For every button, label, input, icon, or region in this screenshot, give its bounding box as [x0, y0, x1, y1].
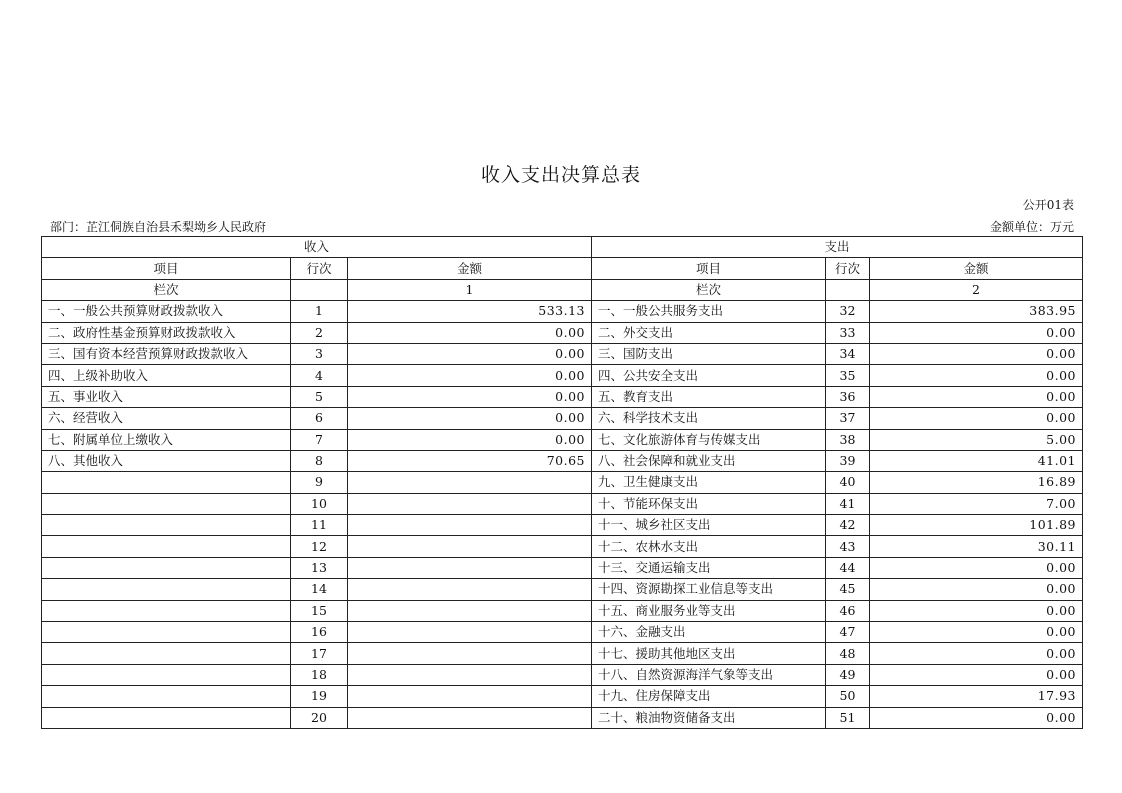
- income-rowno-cell: 8: [291, 450, 348, 471]
- income-amount-cell: 70.65: [348, 450, 592, 471]
- income-rowno-header: 行次: [291, 258, 348, 279]
- table-row: [42, 600, 1083, 621]
- income-amount-cell: 0.00: [348, 429, 592, 450]
- expense-rowno-cell: 40: [826, 472, 870, 493]
- expense-amount-cell: 16.89: [870, 472, 1083, 493]
- income-rowno-cell: 16: [291, 622, 348, 643]
- expense-amount-cell: 0.00: [870, 557, 1083, 578]
- income-item-cell: 四、上级补助收入: [42, 365, 291, 386]
- expense-rowno-cell: 38: [826, 429, 870, 450]
- table-row: [42, 408, 1083, 429]
- expense-amount-cell: 0.00: [870, 343, 1083, 364]
- expense-amount-cell: 0.00: [870, 664, 1083, 685]
- expense-item-cell: 六、科学技术支出: [592, 408, 826, 429]
- expense-amount-cell: 0.00: [870, 600, 1083, 621]
- income-amount-header: 金额: [348, 258, 592, 279]
- income-rowno-cell: 6: [291, 408, 348, 429]
- expense-item-cell: 十一、城乡社区支出: [592, 515, 826, 536]
- expense-amount-cell: 30.11: [870, 536, 1083, 557]
- income-amount-cell: [348, 536, 592, 557]
- income-rowno-cell: 12: [291, 536, 348, 557]
- income-amount-cell: 0.00: [348, 343, 592, 364]
- expense-item-cell: 十、节能环保支出: [592, 493, 826, 514]
- table-row: [42, 493, 1083, 514]
- table-row: [42, 707, 1083, 728]
- table-row: [42, 643, 1083, 664]
- expense-rowno-cell: 43: [826, 536, 870, 557]
- expense-item-cell: 十五、商业服务业等支出: [592, 600, 826, 621]
- income-item-cell: [42, 600, 291, 621]
- expense-item-cell: 十四、资源勘探工业信息等支出: [592, 579, 826, 600]
- table-row: [42, 536, 1083, 557]
- department-label: 部门：芷江侗族自治县禾梨坳乡人民政府: [50, 220, 267, 234]
- expense-rowno-cell: 46: [826, 600, 870, 621]
- expense-item-header: 项目: [592, 258, 826, 279]
- expense-amount-cell: 0.00: [870, 643, 1083, 664]
- income-column-label: 栏次: [42, 279, 291, 300]
- income-rowno-cell: 15: [291, 600, 348, 621]
- income-amount-cell: [348, 707, 592, 728]
- expense-item-cell: 十三、交通运输支出: [592, 557, 826, 578]
- table-row: [42, 664, 1083, 685]
- income-item-cell: 三、国有资本经营预算财政拨款收入: [42, 343, 291, 364]
- expense-item-cell: 五、教育支出: [592, 386, 826, 407]
- expense-section-header: 支出: [592, 237, 1083, 258]
- income-expense-table: [41, 236, 1083, 729]
- table-row: [42, 429, 1083, 450]
- income-amount-cell: [348, 493, 592, 514]
- income-amount-cell: [348, 472, 592, 493]
- income-item-cell: [42, 579, 291, 600]
- table-row: [42, 515, 1083, 536]
- table-row: [42, 579, 1083, 600]
- header-row-columns: [42, 258, 1083, 279]
- income-amount-cell: [348, 579, 592, 600]
- page-title: 收入支出决算总表: [480, 164, 641, 186]
- expense-column-blank: [826, 279, 870, 300]
- income-amount-cell: 0.00: [348, 322, 592, 343]
- expense-amount-cell: 0.00: [870, 408, 1083, 429]
- income-rowno-cell: 11: [291, 515, 348, 536]
- expense-amount-cell: 5.00: [870, 429, 1083, 450]
- amount-unit-label: 金额单位：万元: [989, 220, 1074, 234]
- expense-rowno-cell: 34: [826, 343, 870, 364]
- income-item-cell: [42, 472, 291, 493]
- expense-column-label: 栏次: [592, 279, 826, 300]
- expense-item-cell: 十八、自然资源海洋气象等支出: [592, 664, 826, 685]
- income-amount-cell: [348, 557, 592, 578]
- expense-column-index: 2: [870, 279, 1083, 300]
- expense-amount-cell: 101.89: [870, 515, 1083, 536]
- expense-rowno-cell: 36: [826, 386, 870, 407]
- expense-item-cell: 二、外交支出: [592, 322, 826, 343]
- income-item-cell: [42, 557, 291, 578]
- expense-rowno-cell: 47: [826, 622, 870, 643]
- income-item-cell: [42, 515, 291, 536]
- expense-rowno-cell: 37: [826, 408, 870, 429]
- expense-item-cell: 十二、农林水支出: [592, 536, 826, 557]
- income-amount-cell: [348, 643, 592, 664]
- expense-rowno-header: 行次: [826, 258, 870, 279]
- income-rowno-cell: 4: [291, 365, 348, 386]
- income-amount-cell: 533.13: [348, 301, 592, 322]
- expense-amount-cell: 0.00: [870, 579, 1083, 600]
- expense-item-cell: 二十、粮油物资储备支出: [592, 707, 826, 728]
- income-item-cell: 二、政府性基金预算财政拨款收入: [42, 322, 291, 343]
- expense-rowno-cell: 32: [826, 301, 870, 322]
- table-row: [42, 343, 1083, 364]
- expense-rowno-cell: 48: [826, 643, 870, 664]
- table-row: [42, 386, 1083, 407]
- table-row: [42, 322, 1083, 343]
- table-row: [42, 301, 1083, 322]
- expense-item-cell: 一、一般公共服务支出: [592, 301, 826, 322]
- expense-rowno-cell: 35: [826, 365, 870, 386]
- income-amount-cell: 0.00: [348, 365, 592, 386]
- income-item-cell: 五、事业收入: [42, 386, 291, 407]
- expense-amount-cell: 0.00: [870, 322, 1083, 343]
- form-number: 公开01表: [1022, 198, 1074, 212]
- table-row: [42, 622, 1083, 643]
- income-rowno-cell: 18: [291, 664, 348, 685]
- income-rowno-cell: 1: [291, 301, 348, 322]
- income-rowno-cell: 10: [291, 493, 348, 514]
- income-column-index: 1: [348, 279, 592, 300]
- expense-rowno-cell: 41: [826, 493, 870, 514]
- expense-rowno-cell: 42: [826, 515, 870, 536]
- income-rowno-cell: 13: [291, 557, 348, 578]
- expense-amount-cell: 0.00: [870, 365, 1083, 386]
- expense-rowno-cell: 50: [826, 686, 870, 707]
- expense-amount-cell: 0.00: [870, 707, 1083, 728]
- income-rowno-cell: 19: [291, 686, 348, 707]
- income-amount-cell: [348, 600, 592, 621]
- income-item-header: 项目: [42, 258, 291, 279]
- expense-item-cell: 十六、金融支出: [592, 622, 826, 643]
- income-rowno-cell: 14: [291, 579, 348, 600]
- income-item-cell: 一、一般公共预算财政拨款收入: [42, 301, 291, 322]
- expense-rowno-cell: 39: [826, 450, 870, 471]
- income-amount-cell: [348, 686, 592, 707]
- table-row: [42, 472, 1083, 493]
- income-amount-cell: [348, 664, 592, 685]
- income-amount-cell: [348, 622, 592, 643]
- header-row-section: [42, 237, 1083, 258]
- expense-item-cell: 九、卫生健康支出: [592, 472, 826, 493]
- expense-item-cell: 三、国防支出: [592, 343, 826, 364]
- expense-amount-cell: 383.95: [870, 301, 1083, 322]
- expense-item-cell: 七、文化旅游体育与传媒支出: [592, 429, 826, 450]
- income-rowno-cell: 7: [291, 429, 348, 450]
- table-row: [42, 686, 1083, 707]
- income-item-cell: [42, 707, 291, 728]
- expense-item-cell: 四、公共安全支出: [592, 365, 826, 386]
- income-item-cell: 八、其他收入: [42, 450, 291, 471]
- expense-amount-cell: 17.93: [870, 686, 1083, 707]
- expense-rowno-cell: 49: [826, 664, 870, 685]
- table-row: [42, 365, 1083, 386]
- expense-rowno-cell: 44: [826, 557, 870, 578]
- income-item-cell: 七、附属单位上缴收入: [42, 429, 291, 450]
- income-item-cell: [42, 536, 291, 557]
- income-column-blank: [291, 279, 348, 300]
- expense-item-cell: 十七、援助其他地区支出: [592, 643, 826, 664]
- income-item-cell: 六、经营收入: [42, 408, 291, 429]
- income-rowno-cell: 20: [291, 707, 348, 728]
- expense-amount-header: 金额: [870, 258, 1083, 279]
- expense-amount-cell: 0.00: [870, 386, 1083, 407]
- income-item-cell: [42, 686, 291, 707]
- header-row-column-index: [42, 279, 1083, 300]
- expense-item-cell: 八、社会保障和就业支出: [592, 450, 826, 471]
- expense-item-cell: 十九、住房保障支出: [592, 686, 826, 707]
- income-rowno-cell: 5: [291, 386, 348, 407]
- expense-rowno-cell: 33: [826, 322, 870, 343]
- expense-rowno-cell: 45: [826, 579, 870, 600]
- income-amount-cell: 0.00: [348, 386, 592, 407]
- income-item-cell: [42, 622, 291, 643]
- expense-amount-cell: 41.01: [870, 450, 1083, 471]
- income-rowno-cell: 17: [291, 643, 348, 664]
- income-rowno-cell: 2: [291, 322, 348, 343]
- income-amount-cell: [348, 515, 592, 536]
- income-amount-cell: 0.00: [348, 408, 592, 429]
- table-row: [42, 450, 1083, 471]
- income-section-header: 收入: [42, 237, 592, 258]
- income-item-cell: [42, 664, 291, 685]
- income-rowno-cell: 3: [291, 343, 348, 364]
- income-item-cell: [42, 493, 291, 514]
- expense-amount-cell: 7.00: [870, 493, 1083, 514]
- expense-rowno-cell: 51: [826, 707, 870, 728]
- table-body: [42, 301, 1083, 729]
- income-rowno-cell: 9: [291, 472, 348, 493]
- expense-amount-cell: 0.00: [870, 622, 1083, 643]
- table-row: [42, 557, 1083, 578]
- income-item-cell: [42, 643, 291, 664]
